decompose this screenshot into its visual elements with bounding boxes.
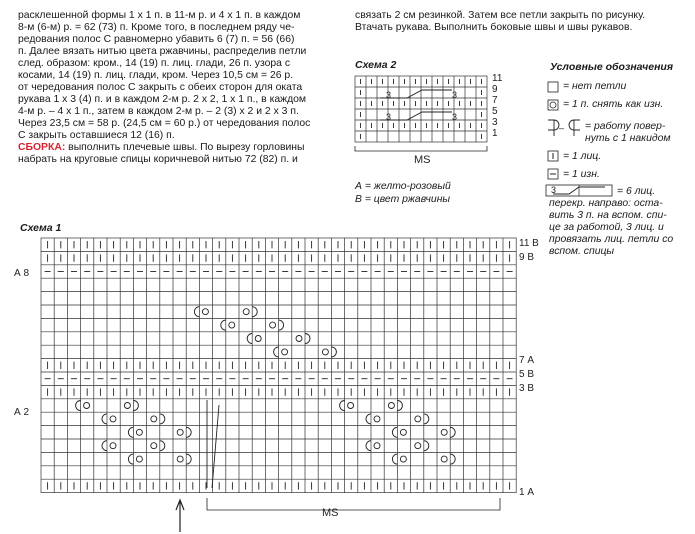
turn-mark: [128, 427, 133, 437]
slip-stitch-mark: [202, 309, 208, 315]
slip-stitch-mark: [374, 443, 380, 449]
slip-stitch-mark: [151, 416, 157, 422]
turn-mark: [160, 441, 165, 451]
turn-mark: [450, 427, 455, 437]
slip-stitch-mark: [441, 429, 447, 435]
scheme1-right-labels: [519, 238, 539, 498]
turn-mark: [279, 320, 284, 330]
row-label: 1 А: [519, 487, 535, 498]
text-line: редования полос С равномерно убавить 6 (7) п. = 56 (66): [18, 34, 295, 45]
text-line: след. образом: кром., 14 (19) п. лиц. глади, 26 п. узора с: [18, 58, 291, 69]
slip-stitch-mark: [136, 456, 142, 462]
legend-no-stitch: = нет петли: [563, 81, 627, 92]
ms-bracket: [355, 146, 487, 151]
text-line: набрать на круговые спицы коричневой нитью 72 (82) п. и: [18, 154, 298, 165]
no-stitch-symbol: [548, 82, 558, 92]
assembly-heading: СБОРКА:: [18, 142, 66, 153]
text-line: рукава 1 х 3 (4) п. и в каждом 2-м р. 2 х 2, 1 х 1 п., в каждом: [18, 94, 307, 105]
scheme2-title: Схема 2: [355, 59, 397, 71]
slip-stitch-mark: [84, 403, 90, 409]
legend-cross-5: провязать лиц. петли со: [549, 234, 674, 245]
slip-stitch-mark: [255, 336, 261, 342]
text-line: Втачать рукава. Выполнить боковые швы и швы рукавов.: [355, 22, 633, 33]
turn-mark: [424, 441, 429, 451]
slip-stitch-mark: [124, 403, 130, 409]
slip-stitch-mark: [441, 456, 447, 462]
slip-stitch-mark: [400, 429, 406, 435]
ms-label: MS: [414, 154, 431, 166]
ms-bracket: [207, 498, 500, 510]
row-label: 9: [492, 84, 498, 95]
turn-mark: [102, 414, 107, 424]
legend-cross-3: вить 3 п. на вспом. спи-: [549, 210, 667, 221]
row-label: 3 В: [519, 383, 535, 394]
turn-mark: [305, 334, 310, 344]
scheme1-left-labels: [14, 268, 29, 418]
turn-mark: [274, 347, 279, 357]
text-line: п. Далее вязать нитью цвета ржавчины, распределив петли: [18, 46, 307, 57]
legend-slip: = 1 п. снять как изн.: [563, 99, 664, 110]
slip-stitch-mark: [243, 309, 249, 315]
slip-stitch-mark: [374, 416, 380, 422]
turn-mark: [392, 454, 397, 464]
turn-mark: [366, 441, 371, 451]
turn-mark: [424, 414, 429, 424]
turn-mark: [247, 334, 252, 344]
row-label: 1: [492, 128, 498, 139]
turn-mark: [194, 307, 199, 317]
turn-or-sign: –: [559, 123, 565, 133]
color-b-legend: В = цвет ржавчины: [355, 194, 451, 205]
scheme2-cable-cross: [386, 90, 457, 122]
turn-mark: [392, 427, 397, 437]
slip-symbol: [548, 100, 558, 110]
scheme2-chart: [352, 68, 512, 168]
slip-stitch-mark: [282, 349, 288, 355]
turn-mark: [160, 414, 165, 424]
ms-marker-line: [212, 405, 219, 488]
slip-stitch-mark: [400, 456, 406, 462]
slip-stitch-mark: [348, 403, 354, 409]
turn-mark: [331, 347, 336, 357]
turn-mark: [221, 320, 226, 330]
text-line: 8-м (6-м) р. = 62 (73) п. Кроме того, в последнем ряду че-: [18, 22, 295, 33]
slip-stitch-mark: [136, 429, 142, 435]
row-label: 5 В: [519, 369, 535, 380]
slip-stitch-mark: [415, 416, 421, 422]
row-label: А 2: [14, 407, 30, 418]
slip-icon: [550, 102, 556, 108]
row-label: А 8: [14, 268, 30, 279]
text-line: С закрыть оставшиеся 12 (16) п.: [18, 130, 175, 141]
scheme1-title: Схема 1: [20, 222, 62, 234]
slip-stitch-mark: [177, 429, 183, 435]
slip-stitch-mark: [177, 456, 183, 462]
slip-stitch-mark: [229, 322, 235, 328]
turn-mark: [450, 454, 455, 464]
text-line: косами, 14 (19) п. лиц. глади, кром. Через 10,5 см = 26 р.: [18, 70, 294, 81]
scheme1-chart: [0, 230, 695, 534]
turn-mark: [186, 454, 191, 464]
slip-stitch-mark: [415, 443, 421, 449]
row-label: 11 В: [519, 238, 539, 249]
row-label: 11: [492, 73, 503, 84]
row-label: 7 А: [519, 355, 535, 366]
turn-mark: [252, 307, 257, 317]
slip-stitch-mark: [110, 416, 116, 422]
legend-cross-2: перекр. направо: оста-: [549, 198, 663, 209]
slip-stitch-mark: [270, 322, 276, 328]
legend-turn-2: нуть с 1 накидом: [585, 133, 671, 144]
cable-cross-symbol: [545, 183, 615, 199]
legend-cross-4: це за работой, 3 лиц. и: [549, 222, 664, 233]
slip-stitch-mark: [110, 443, 116, 449]
turn-mark: [186, 427, 191, 437]
text-line: расклешенной формы 1 х 1 п. в 11-м р. и 4 х 1 п. в каждом: [18, 10, 301, 21]
row-label: 7: [492, 95, 498, 106]
legend-cross-1: = 6 лиц.: [617, 186, 656, 197]
turn-mark: [102, 441, 107, 451]
turn-mark: [128, 454, 133, 464]
row-label: 3: [492, 117, 498, 128]
cable-number: 3: [386, 112, 392, 122]
legend-title: Условные обозначения: [550, 61, 674, 73]
slip-stitch-mark: [296, 336, 302, 342]
cable-number: 3: [386, 90, 392, 100]
assembly-text: выполнить плечевые швы. По вырезу горловины: [65, 142, 305, 153]
slip-stitch-mark: [388, 403, 394, 409]
turn-mark: [340, 401, 345, 411]
legend-turn-1: = работу повер-: [585, 121, 666, 132]
cable-number: 3: [452, 112, 458, 122]
scheme2-row-labels: [492, 73, 503, 139]
row-label: 5: [492, 106, 498, 117]
color-a-legend: А = желто-розовый: [355, 181, 451, 192]
assembly-line: [18, 142, 305, 154]
turn-left-symbol: [548, 120, 559, 136]
text-line: 4-м р. – 4 х 1 п., затем в каждом 2-м р. – 2 (3) х 2 и 2 х 3 п.: [18, 106, 299, 117]
cable-number: 3: [452, 90, 458, 100]
turn-right-symbol: [569, 120, 580, 136]
turn-mark: [397, 401, 402, 411]
turn-mark: [76, 401, 81, 411]
slip-stitch-mark: [151, 443, 157, 449]
text-line: Через 23,5 см = 58 р. (24,5 см = 60 р.) от чередования полос: [18, 118, 311, 129]
start-arrow-icon: [176, 500, 184, 532]
text-line: от чередования полос С закрыть с обеих сторон для оката: [18, 82, 303, 93]
text-line: связать 2 см резинкой. Затем все петли закрыть по рисунку.: [355, 10, 646, 21]
turn-mark: [133, 401, 138, 411]
cross-number: 3: [551, 185, 557, 195]
legend-purl: = 1 изн.: [563, 169, 600, 180]
legend-knit: = 1 лиц.: [563, 151, 602, 162]
ms-label: MS: [322, 507, 339, 519]
slip-stitch-mark: [322, 349, 328, 355]
legend-cross-6: вспом. спицы: [549, 246, 615, 257]
row-label: 9 В: [519, 252, 535, 263]
turn-mark: [366, 414, 371, 424]
